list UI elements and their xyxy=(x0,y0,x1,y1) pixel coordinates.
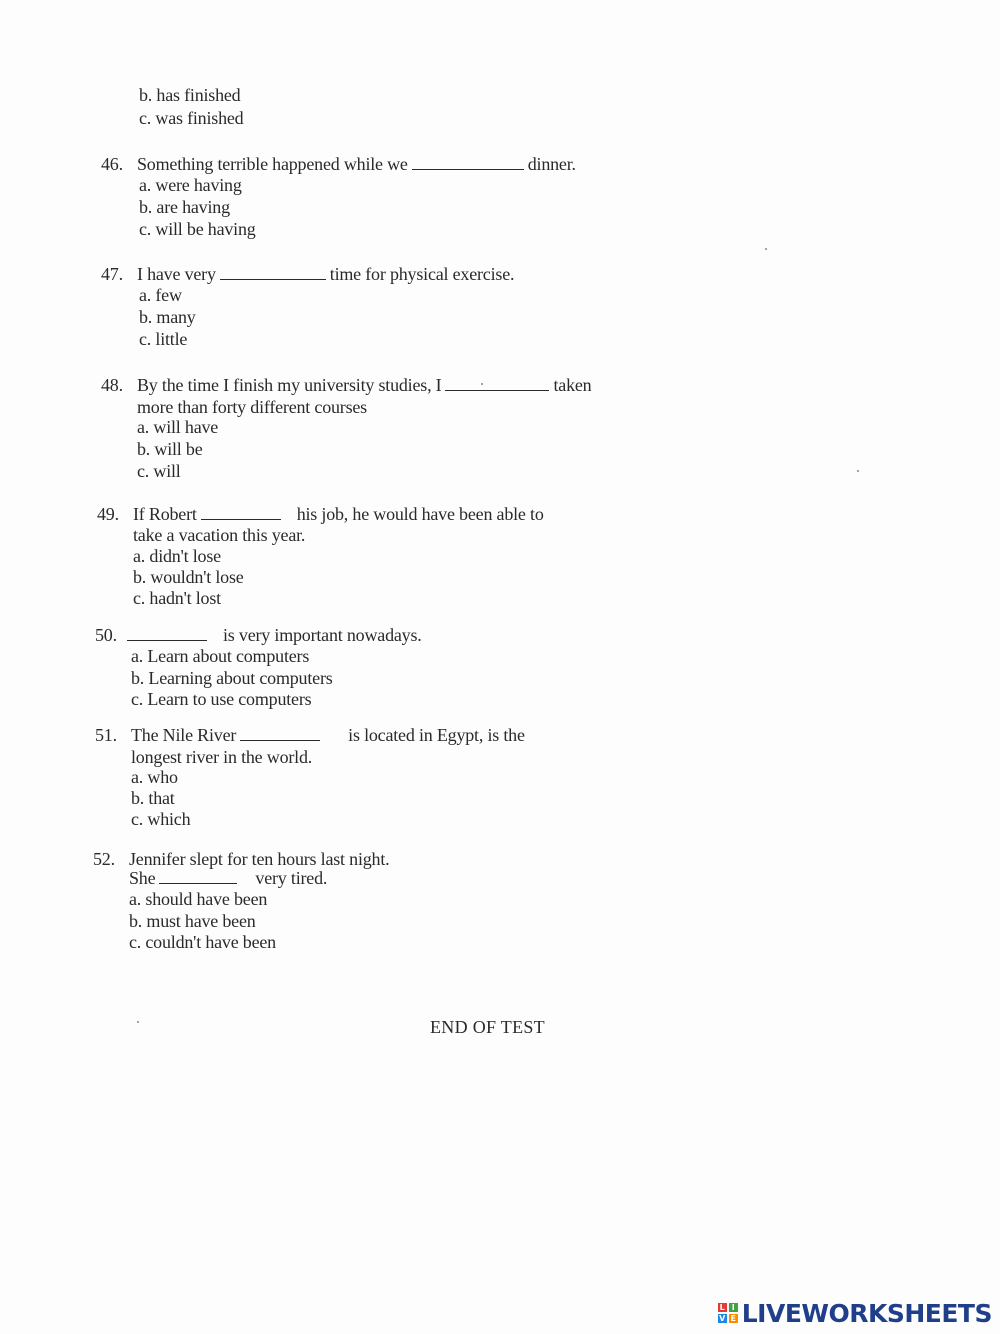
question-46 xyxy=(101,153,576,175)
option-c: c. will xyxy=(137,461,181,481)
option-a: a. should have been xyxy=(129,889,268,909)
question-text-after: is located in Egypt, is the xyxy=(348,725,525,745)
scan-speck xyxy=(857,470,859,472)
logo-tile: L xyxy=(719,1303,725,1312)
question-text: She xyxy=(129,868,156,888)
option-a: a. few xyxy=(139,285,182,305)
option-b: b. will be xyxy=(137,439,203,459)
question-text: I have very xyxy=(137,264,216,284)
prev-option-b: b. has finished xyxy=(139,85,241,105)
question-text-after: his job, he would have been able to xyxy=(296,504,544,524)
answer-blank[interactable] xyxy=(127,624,207,641)
option-b: b. are having xyxy=(139,197,230,217)
scan-speck xyxy=(481,383,483,385)
question-49 xyxy=(97,503,544,525)
question-continuation xyxy=(129,867,327,889)
option-b: b. wouldn't lose xyxy=(133,567,244,587)
question-number: 46. xyxy=(101,154,123,174)
scan-speck xyxy=(137,1021,139,1023)
question-continuation: longest river in the world. xyxy=(131,747,313,767)
answer-blank[interactable] xyxy=(201,503,281,520)
question-number: 48. xyxy=(101,375,123,395)
option-b: b. many xyxy=(139,307,196,327)
question-51 xyxy=(95,724,525,746)
answer-blank[interactable] xyxy=(159,867,237,884)
question-text: If Robert xyxy=(133,504,197,524)
option-c: c. will be having xyxy=(139,219,256,239)
option-a: a. who xyxy=(131,767,178,787)
logo-tile: V xyxy=(719,1314,726,1323)
liveworksheets-watermark xyxy=(718,1298,992,1328)
option-b: b. must have been xyxy=(129,911,256,931)
question-number: 49. xyxy=(97,504,119,524)
answer-blank[interactable] xyxy=(240,724,320,741)
end-of-test-label: END OF TEST xyxy=(430,1017,545,1037)
prev-option-c: c. was finished xyxy=(139,108,244,128)
question-number: 47. xyxy=(101,264,123,284)
option-a: a. Learn about computers xyxy=(131,646,310,666)
option-b: b. that xyxy=(131,788,175,808)
question-text-after: very tired. xyxy=(255,868,328,888)
option-c: c. couldn't have been xyxy=(129,932,276,952)
option-a: a. didn't lose xyxy=(133,546,221,566)
option-b: b. Learning about computers xyxy=(131,668,333,688)
question-number: 51. xyxy=(95,725,117,745)
question-continuation: take a vacation this year. xyxy=(133,525,306,545)
answer-blank[interactable] xyxy=(220,263,326,280)
option-c: c. little xyxy=(139,329,188,349)
liveworksheets-brand-text: LIVEWORKSHEETS xyxy=(741,1298,992,1328)
option-a: a. were having xyxy=(139,175,242,195)
question-text-after: time for physical exercise. xyxy=(329,264,515,284)
option-c: c. hadn't lost xyxy=(133,588,221,608)
answer-blank[interactable] xyxy=(445,374,549,391)
question-number: 52. xyxy=(93,849,115,869)
question-48 xyxy=(101,374,591,396)
logo-tile: I xyxy=(729,1303,738,1312)
answer-blank[interactable] xyxy=(412,153,524,170)
question-text-after: taken xyxy=(553,375,592,395)
option-c: c. Learn to use computers xyxy=(131,689,312,709)
question-text: Something terrible happened while we xyxy=(137,154,408,174)
question-number: 50. xyxy=(95,625,117,645)
question-text: By the time I finish my university studies, I xyxy=(137,375,442,395)
logo-tile: E xyxy=(730,1314,736,1323)
question-50 xyxy=(95,624,422,646)
scan-speck xyxy=(765,248,767,250)
option-a: a. will have xyxy=(137,417,219,437)
liveworksheets-logo-icon xyxy=(718,1303,738,1323)
question-text-after: dinner. xyxy=(527,154,576,174)
question-47 xyxy=(101,263,514,285)
question-text: Jennifer slept for ten hours last night. xyxy=(129,849,390,869)
question-continuation: more than forty different courses xyxy=(137,397,367,417)
question-text-after: is very important nowadays. xyxy=(223,625,422,645)
option-c: c. which xyxy=(131,809,191,829)
question-text: The Nile River xyxy=(131,725,237,745)
